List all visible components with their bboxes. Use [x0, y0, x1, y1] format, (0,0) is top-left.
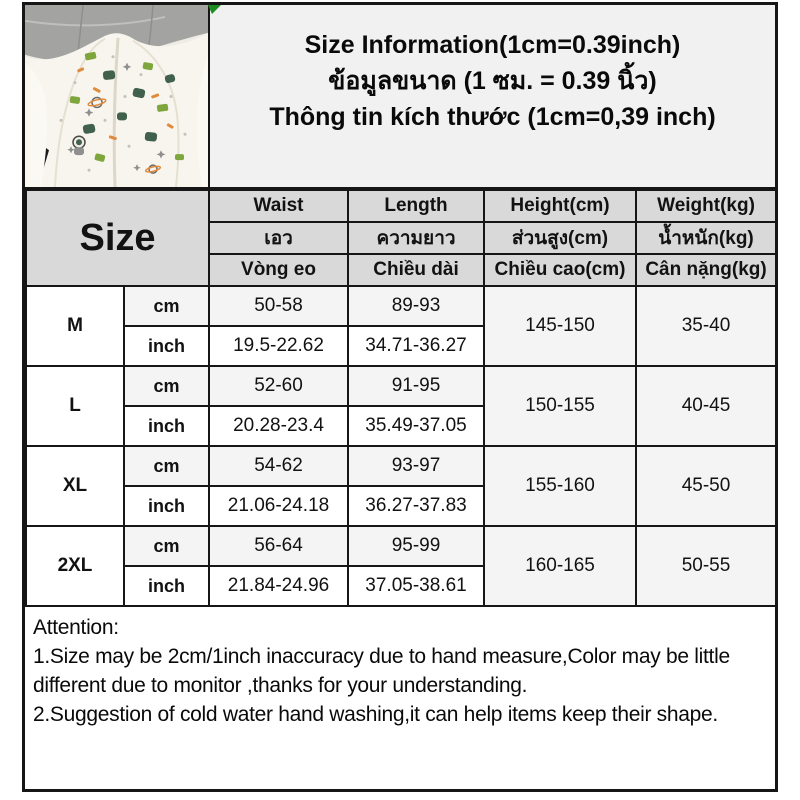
size-label-m: M	[26, 286, 124, 366]
length-inch-value: 35.49-37.05	[348, 406, 484, 446]
pajama-pants-photo-illustration	[25, 5, 208, 187]
waist-cm-value: 52-60	[209, 366, 348, 406]
weight-value: 40-45	[636, 366, 776, 446]
unit-inch-label: inch	[124, 566, 209, 606]
height-value: 145-150	[484, 286, 636, 366]
col-header-height-vi: Chiều cao(cm)	[484, 254, 636, 286]
waist-inch-value: 21.84-24.96	[209, 566, 348, 606]
col-header-waist-en: Waist	[209, 190, 348, 222]
col-header-waist-th: เอว	[209, 222, 348, 254]
waist-inch-value: 19.5-22.62	[209, 326, 348, 366]
title-line-vietnamese: Thông tin kích thước (1cm=0,39 inch)	[269, 103, 716, 131]
green-corner-marker-icon	[208, 5, 222, 15]
title-line-english: Size Information(1cm=0.39inch)	[304, 31, 681, 59]
weight-value: 35-40	[636, 286, 776, 366]
waist-inch-value: 21.06-24.18	[209, 486, 348, 526]
height-value: 150-155	[484, 366, 636, 446]
col-header-height-en: Height(cm)	[484, 190, 636, 222]
attention-note-1: 1.Size may be 2cm/1inch inaccuracy due to hand measure,Color may be little different due to monitor ,thanks for your understanding.	[33, 645, 730, 697]
unit-cm-label: cm	[124, 366, 209, 406]
col-header-length-en: Length	[348, 190, 484, 222]
col-header-length-vi: Chiều dài	[348, 254, 484, 286]
length-inch-value: 37.05-38.61	[348, 566, 484, 606]
table-row	[26, 366, 776, 406]
col-header-height-th: ส่วนสูง(cm)	[484, 222, 636, 254]
table-row	[26, 286, 776, 326]
waist-inch-value: 20.28-23.4	[209, 406, 348, 446]
col-header-weight-en: Weight(kg)	[636, 190, 776, 222]
attention-heading: Attention:	[33, 616, 119, 639]
length-inch-value: 36.27-37.83	[348, 486, 484, 526]
waist-cm-value: 56-64	[209, 526, 348, 566]
unit-inch-label: inch	[124, 486, 209, 526]
unit-cm-label: cm	[124, 526, 209, 566]
size-column-header: Size	[26, 190, 209, 286]
size-label-xl: XL	[26, 446, 124, 526]
title-line-thai: ข้อมูลขนาด (1 ซม. = 0.39 นิ้ว)	[328, 67, 657, 95]
col-header-waist-vi: Vòng eo	[209, 254, 348, 286]
unit-cm-label: cm	[124, 286, 209, 326]
size-label-2xl: 2XL	[26, 526, 124, 606]
product-photo	[25, 5, 210, 187]
height-value: 160-165	[484, 526, 636, 606]
top-section	[25, 5, 775, 189]
size-chart-sheet	[22, 2, 778, 792]
col-header-length-th: ความยาว	[348, 222, 484, 254]
table-row	[26, 526, 776, 566]
height-value: 155-160	[484, 446, 636, 526]
unit-inch-label: inch	[124, 406, 209, 446]
weight-value: 45-50	[636, 446, 776, 526]
table-row	[26, 446, 776, 486]
waist-cm-value: 54-62	[209, 446, 348, 486]
unit-inch-label: inch	[124, 326, 209, 366]
size-table	[25, 189, 777, 607]
size-info-title-block	[210, 5, 775, 187]
attention-note-2: 2.Suggestion of cold water hand washing,it can help items keep their shape.	[33, 703, 718, 726]
length-cm-value: 93-97	[348, 446, 484, 486]
unit-cm-label: cm	[124, 446, 209, 486]
length-inch-value: 34.71-36.27	[348, 326, 484, 366]
col-header-weight-vi: Cân nặng(kg)	[636, 254, 776, 286]
length-cm-value: 89-93	[348, 286, 484, 326]
size-label-l: L	[26, 366, 124, 446]
weight-value: 50-55	[636, 526, 776, 606]
attention-section	[25, 607, 775, 789]
length-cm-value: 95-99	[348, 526, 484, 566]
col-header-weight-th: น้ำหนัก(kg)	[636, 222, 776, 254]
waist-cm-value: 50-58	[209, 286, 348, 326]
length-cm-value: 91-95	[348, 366, 484, 406]
